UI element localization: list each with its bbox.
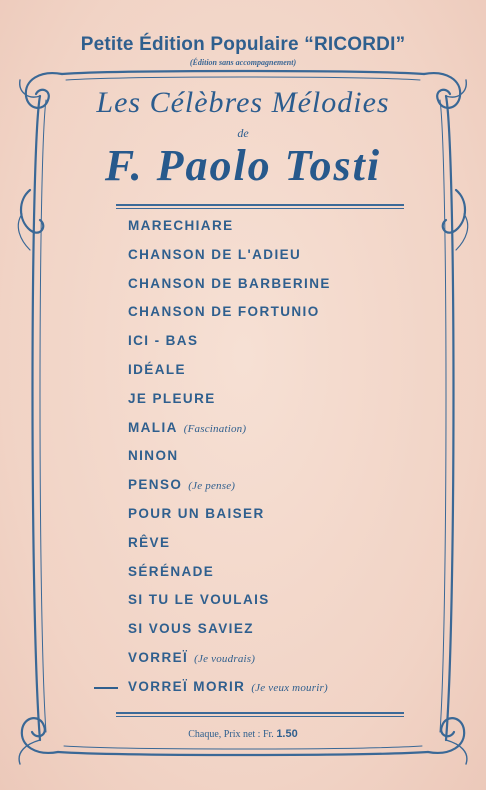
composer-name: F. Paolo Tosti	[104, 141, 382, 190]
song-title: MARECHIARE	[128, 218, 234, 233]
song-title: IDÉALE	[128, 361, 186, 377]
highlight-dash	[94, 687, 118, 689]
song-title: ICI - BAS	[128, 333, 199, 349]
divider-bottom	[116, 712, 404, 714]
song-translation: (Je voudrais)	[194, 652, 256, 665]
song-item	[128, 418, 331, 447]
frame-bottom-line	[58, 752, 428, 755]
edition-note: (Édition sans accompagnement)	[189, 58, 297, 67]
song-item	[128, 562, 331, 591]
song-item	[128, 389, 331, 418]
song-title: VORREÏ MORIR	[128, 678, 246, 694]
divider-top	[116, 204, 404, 206]
song-list	[128, 216, 331, 706]
song-item	[128, 590, 331, 619]
frame-left-line	[33, 96, 41, 740]
song-item	[128, 475, 331, 504]
song-title: NINON	[128, 448, 179, 464]
song-translation: (Fascination)	[183, 422, 247, 435]
title-connector: de	[237, 126, 249, 140]
collection-title: Les Célèbres Mélodies	[96, 86, 390, 119]
song-item	[128, 245, 331, 274]
song-item	[128, 677, 331, 706]
divider-top-thin	[116, 208, 404, 209]
song-title: JE PLEURE	[128, 390, 216, 406]
song-item	[128, 648, 331, 677]
song-title: SI VOUS SAVIEZ	[128, 621, 254, 637]
song-title: CHANSON DE BARBERINE	[128, 275, 331, 291]
song-item	[128, 446, 331, 475]
song-title: SÉRÉNADE	[128, 563, 215, 579]
publisher-header: Petite Édition Populaire “RICORDI”	[80, 34, 406, 55]
song-title: CHANSON DE L'ADIEU	[128, 246, 302, 262]
song-title: CHANSON DE FORTUNIO	[128, 304, 320, 320]
frame-top-line	[62, 71, 424, 74]
price-label: Chaque, Prix net : Fr.	[188, 729, 274, 740]
song-title: VORREÏ	[128, 649, 189, 665]
song-item	[128, 360, 331, 389]
song-item	[128, 274, 331, 303]
divider-bottom-thin	[116, 716, 404, 717]
song-title: RÊVE	[128, 534, 171, 550]
price-line	[0, 728, 486, 740]
song-title: PENSO	[128, 477, 183, 493]
song-item	[128, 619, 331, 648]
song-title: MALIA	[128, 419, 178, 435]
song-item	[128, 302, 331, 331]
song-translation: (Je pense)	[188, 480, 236, 493]
song-item	[128, 216, 331, 245]
price-value: 1.50	[276, 728, 298, 740]
song-item	[128, 533, 331, 562]
frame-right-line	[446, 96, 454, 740]
song-translation: (Je veux mourir)	[251, 681, 328, 694]
song-title: SI TU LE VOULAIS	[128, 592, 270, 608]
song-title: POUR UN BAISER	[128, 505, 265, 521]
song-item	[128, 504, 331, 533]
song-item	[128, 331, 331, 360]
